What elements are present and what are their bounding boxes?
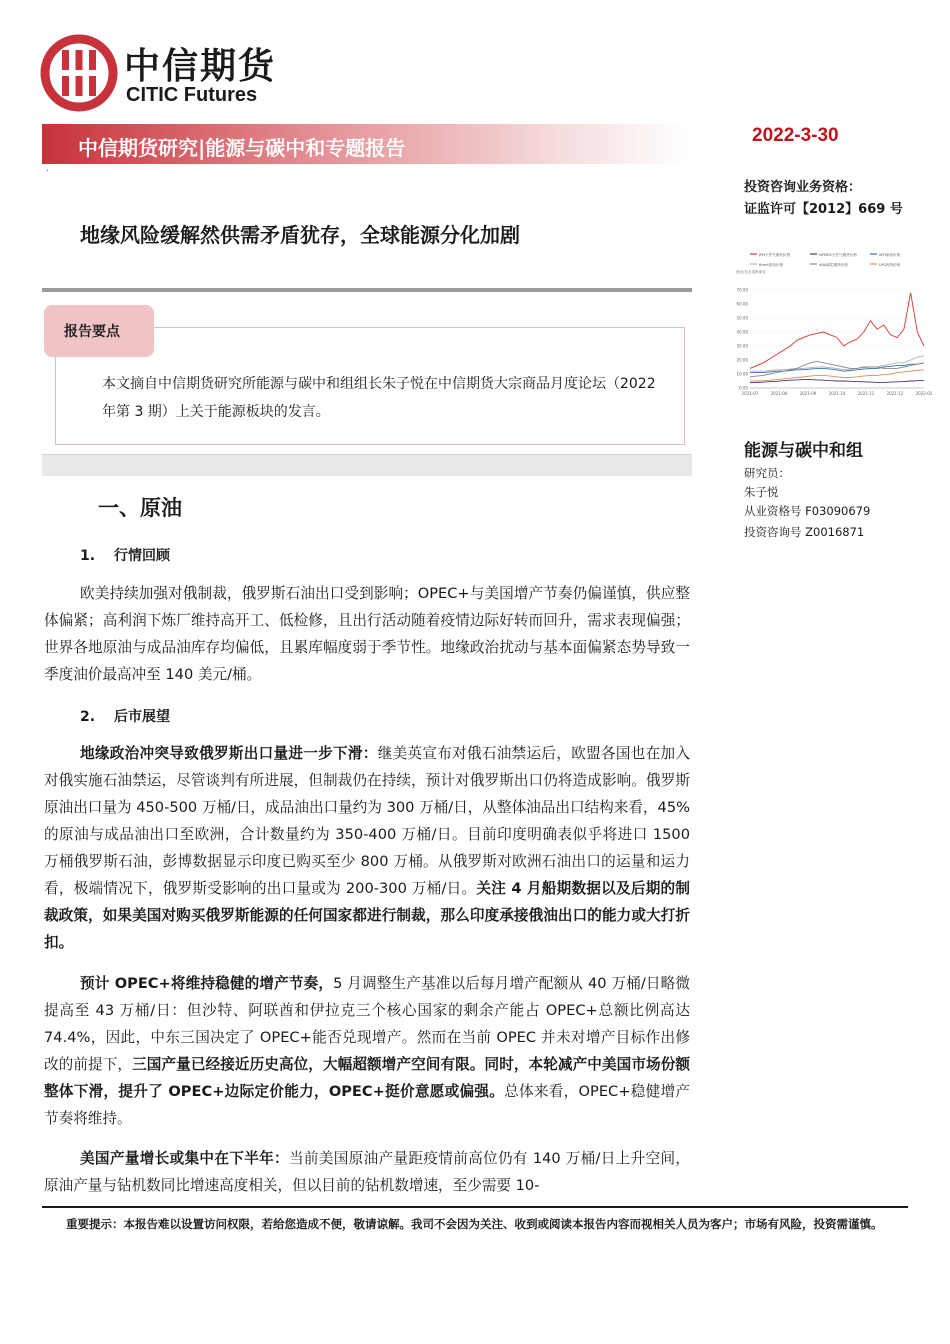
paragraph-review: 欧美持续加强对俄制裁，俄罗斯石油出口受到影响；OPEC+与美国增产节奏仍偏谨慎，供应整体偏紧；高利润下炼厂维持高开工、低检修，且出行活动随着疫情边际好转而回升，需求表现偏强；世界各地原油与成品油库存均偏低，且累库幅度弱于季节性。地缘政治扰动与基本面偏紧态势导致一季度油价最高冲至 140 美元/桶。 xyxy=(44,585,690,683)
subheading-number: 2. xyxy=(80,709,96,725)
banner-dot: · xyxy=(46,166,50,177)
section-heading: 一、原油 xyxy=(98,496,182,520)
legend-label: NYMEX天然气期货价格 xyxy=(819,253,857,257)
x-tick-label: 2021-10 xyxy=(828,391,846,396)
x-tick-label: 2021-09 xyxy=(799,391,817,396)
report-banner xyxy=(42,124,688,164)
paragraph-body: 继美英宣布对俄石油禁运后，欧盟各国也在加入对俄实施石油禁运，尽管谈判有所进展，但制裁仍在持续，预计对俄罗斯出口仍将造成影响。俄罗斯原油出口量为 450-500 万桶/日，成品油出口量约为 300 万桶/日，从整体油品出口结构来看，45%的原油与成品油出口至欧洲，合计数量约为 350-400 万桶/日。目前印度明确表似乎将进口 1500 万桶俄罗斯石油，彭博数据显示印度已购买至少 800 万桶。从俄罗斯对欧洲石油出口的运量和运力看，极端情况下，俄罗斯受影响的出口量或为 200-300 万桶/日。 xyxy=(44,745,690,897)
y-tick-label: 70.00 xyxy=(736,287,748,293)
report-date: 2022-3-30 xyxy=(752,125,839,146)
paragraph-emphasis: 关注 4 月船期数据以及后期的制裁政策，如果美国对购买俄罗斯能源的任何国家都进行制裁，那么印度承接俄油出口的能力或大打折扣。 xyxy=(44,880,690,951)
paragraph-body: 当前美国原油产量距疫情前高位仍有 140 万桶/日上升空间，原油产量与钻机数同比增速高度相关，但以目前的钻机数增速，至少需要 10- xyxy=(44,1150,690,1194)
summary-text: 本文摘自中信期货研究所能源与碳中和组组长朱子悦在中信期货大宗商品月度论坛（2022 年第 3 期）上关于能源板块的发言。 xyxy=(102,376,656,420)
consult-number: 投资咨询号 Z0016871 xyxy=(744,525,865,539)
paragraph-body: 5 月调整生产基准以后每月增产配额从 40 万桶/日略微提高至 43 万桶/日：但沙特、阿联酋和伊拉克三个核心国家的剩余产能占 OPEC+总额比例高达 74.4%，因此，中东三国决定了 OPEC+能否兑现增产。然而在当前 OPEC 并未对增产目标作出修改的前提下， xyxy=(44,975,690,1073)
subheading-review xyxy=(80,545,170,565)
x-tick-label: 2021-07 xyxy=(741,391,759,396)
subheading-title: 行情回顾 xyxy=(114,548,170,564)
banner-title: 中信期货研究|能源与碳中和专题报告 xyxy=(78,136,406,160)
legend-label: WTI原油价格 xyxy=(879,253,901,257)
series-line xyxy=(750,363,924,373)
legend-label: Brent原油价格 xyxy=(759,263,784,267)
summary-tag xyxy=(44,305,154,357)
y-tick-label: 40.00 xyxy=(736,329,748,335)
x-tick-label: 2021-08 xyxy=(770,391,788,396)
paragraph-lead: 预计 OPEC+将维持稳健的增产节奏， xyxy=(80,975,334,992)
paragraph-lead: 美国产量增长或集中在下半年： xyxy=(80,1150,289,1167)
footer-notice: 重要提示：本报告难以设置访问权限，若给您造成不便，敬请谅解。我司不会因为关注、收到或阅读本报告内容而视相关人员为客户；市场有风险，投资需谨慎。 xyxy=(66,1217,883,1231)
paragraph-lead: 地缘政治冲突导致俄罗斯出口量进一步下滑： xyxy=(80,745,378,762)
paragraph-opec xyxy=(44,970,690,1132)
citic-emblem-icon xyxy=(40,34,118,112)
y-tick-label: 0.00 xyxy=(739,385,748,391)
energy-price-chart xyxy=(728,248,933,408)
legend-label: ARA煤炭期货价格 xyxy=(819,263,848,267)
subheading-outlook xyxy=(80,706,170,726)
logo-name-en: CITIC Futures xyxy=(126,84,258,106)
summary-top-rule xyxy=(42,288,692,292)
series-line xyxy=(750,356,924,371)
report-title: 地缘风险缓解然供需矛盾犹存，全球能源分化加剧 xyxy=(80,223,520,247)
researcher-name: 朱子悦 xyxy=(744,485,779,499)
company-logo xyxy=(40,34,300,114)
license-number: 证监许可【2012】669 号 xyxy=(744,202,903,217)
researcher-label: 研究员： xyxy=(744,466,790,480)
paragraph-russia-exports xyxy=(44,740,690,956)
x-tick-label: 2022-01 xyxy=(915,391,933,396)
y-tick-label: 50.00 xyxy=(736,315,748,321)
license-label: 投资咨询业务资格： xyxy=(744,180,862,195)
footer-rule xyxy=(42,1206,908,1208)
series-line xyxy=(750,361,924,376)
y-axis-label: 美元/百万英热单位 xyxy=(736,270,766,274)
paragraph-emphasis: 三国产量已经接近历史高位，大幅超额增产空间有限。同时，本轮减产中美国市场份额整体下滑，提升了 OPEC+边际定价能力，OPEC+挺价意愿或偏强。 xyxy=(44,1056,690,1100)
x-tick-label: 2021-11 xyxy=(857,391,875,396)
paragraph-tail: 总体来看，OPEC+稳健增产节奏将维持。 xyxy=(44,1083,690,1127)
x-tick-label: 2021-12 xyxy=(886,391,904,396)
subheading-title: 后市展望 xyxy=(114,709,170,725)
paragraph-us-output xyxy=(44,1145,690,1199)
qualification-number: 从业资格号 F03090679 xyxy=(744,504,871,518)
summary-tag-label: 报告要点 xyxy=(64,324,120,340)
subheading-number: 1. xyxy=(80,548,96,564)
y-tick-label: 60.00 xyxy=(736,301,748,307)
y-tick-label: 10.00 xyxy=(736,371,748,377)
legend-label: JPN天然气期货价格 xyxy=(759,253,791,257)
logo-name-cn: 中信期货 xyxy=(124,46,277,87)
legend-label: LPG现货价格 xyxy=(879,263,901,267)
team-name: 能源与碳中和组 xyxy=(744,441,863,461)
y-tick-label: 30.00 xyxy=(736,343,748,349)
summary-bottom-rule xyxy=(42,454,692,476)
y-tick-label: 20.00 xyxy=(736,357,748,363)
